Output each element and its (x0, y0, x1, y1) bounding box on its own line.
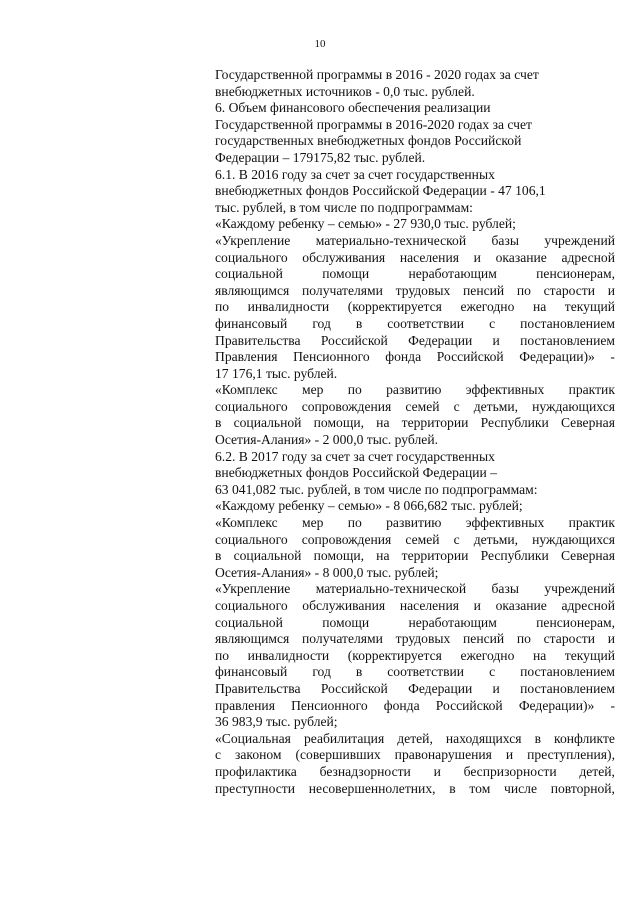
word: практик (568, 515, 615, 531)
word: на (376, 548, 390, 564)
text-line (215, 598, 615, 615)
text-line: 6. Объем финансового обеспечения реализации (215, 100, 491, 116)
text-line: 36 983,9 тыс. рублей; (215, 714, 338, 730)
word: Федерации)» (518, 697, 595, 713)
word: и (473, 249, 481, 265)
text-line: Осетия-Алания» - 2 000,0 тыс. рублей. (215, 432, 438, 448)
word: социального (215, 398, 288, 414)
word: фонда (383, 697, 420, 713)
word: «Комплекс (215, 515, 278, 531)
word: постановлением (520, 680, 615, 696)
word: обслуживания (302, 598, 386, 613)
word: неработающим (408, 614, 497, 630)
word: сопровождения (301, 398, 392, 414)
word: повторной, (550, 780, 615, 796)
word: по (347, 515, 362, 531)
word: (корректируется (347, 299, 442, 315)
word: обслуживания (302, 249, 386, 265)
page-number: 10 (314, 38, 326, 50)
word: ежегодно (460, 299, 515, 315)
word: и (505, 747, 514, 763)
word: учреждений (544, 581, 615, 597)
word: Пенсионного (293, 349, 370, 365)
word: помощи (322, 266, 370, 282)
word: на (532, 299, 547, 315)
word: в (215, 415, 222, 431)
text-line: 17 176,1 тыс. рублей. (215, 365, 338, 381)
word: Федерации (408, 680, 473, 696)
word: - (610, 349, 615, 365)
word: год (312, 664, 331, 680)
text-line (215, 515, 615, 532)
word: населения (399, 598, 459, 613)
word: текущий (564, 647, 615, 663)
text-line (215, 731, 615, 748)
text-line: Осетия-Алания» - 8 000,0 тыс. рублей; (215, 564, 439, 580)
word: безнадзорности (319, 763, 411, 779)
text-line (215, 283, 615, 300)
word: с (453, 531, 460, 547)
word: детей, (579, 763, 615, 779)
word: детей, (397, 730, 433, 746)
text-line (215, 316, 615, 333)
word: эффективных (465, 382, 545, 398)
word: Российской (320, 332, 388, 348)
text-line (215, 631, 615, 648)
word: развитию (386, 382, 442, 398)
word: мер (302, 382, 324, 398)
word: Пенсионного (291, 697, 368, 713)
word: нуждающихся (532, 398, 615, 414)
word: и (607, 631, 615, 647)
word: оказание (495, 249, 547, 265)
word: Правительства (215, 332, 301, 348)
word: финансовый (215, 664, 288, 680)
text-line (215, 333, 615, 350)
word: соответствии (387, 315, 465, 331)
word: фонда (385, 349, 422, 365)
document-body (215, 67, 615, 797)
word: социального (215, 531, 288, 547)
word: получателями (302, 631, 383, 647)
word: детьми, (473, 531, 519, 547)
word: в (355, 315, 363, 331)
text-line: государственных внебюджетных фондов Российской (215, 133, 522, 149)
word: (корректируется (347, 647, 442, 663)
text-line (215, 781, 615, 798)
word: с (489, 315, 496, 331)
word: населения (399, 249, 459, 265)
word: материально-технической (315, 581, 467, 597)
word: ежегодно (460, 647, 515, 663)
text-line: «Каждому ребенку – семью» - 8 066,682 тыс. рублей; (215, 498, 523, 514)
word: получателями (302, 282, 383, 298)
word: помощи, (313, 415, 364, 431)
word: находящихся (445, 730, 522, 746)
text-line: Федерации – 179175,82 тыс. рублей. (215, 149, 426, 165)
word: постановлением (520, 664, 615, 680)
word: Федерации (408, 332, 473, 348)
word: трудовых (395, 631, 451, 647)
text-line: внебюджетных источников - 0,0 тыс. рублей. (215, 83, 475, 99)
word: территории (401, 415, 469, 431)
word: пенсионерам, (536, 614, 615, 630)
word: Северная (560, 415, 615, 431)
word: преступности (215, 780, 295, 796)
word: пенсий (463, 631, 505, 647)
text-line (215, 681, 615, 698)
word: финансовый (215, 315, 288, 331)
word: правонарушения (394, 747, 492, 763)
word: (совершивших (295, 747, 381, 763)
word: Правления (215, 349, 278, 365)
word: по (215, 299, 230, 315)
text-line (215, 233, 615, 250)
word: адресной (561, 598, 615, 613)
word: Республики (480, 415, 549, 431)
word: пенсий (463, 282, 505, 298)
word: старости (543, 282, 595, 298)
word: по (516, 282, 531, 298)
word: являющимся (215, 631, 290, 647)
word: социальной (233, 415, 302, 431)
word: реабилитация (303, 730, 385, 746)
word: мер (302, 515, 324, 531)
text-line: 63 041,082 тыс. рублей, в том числе по подпрограммам: (215, 481, 538, 497)
word: постановлением (520, 332, 615, 348)
word: Федерации)» (519, 349, 595, 365)
word: «Укрепление (215, 581, 291, 597)
text-line (215, 349, 615, 366)
word: сопровождения (301, 531, 392, 547)
word: конфликте (554, 730, 615, 746)
word: учреждений (544, 232, 615, 248)
word: нуждающихся (532, 531, 615, 547)
text-line (215, 581, 615, 598)
word: законом (235, 747, 282, 763)
word: являющимся (215, 282, 290, 298)
word: Российской (436, 349, 504, 365)
text-line: Государственной программы в 2016-2020 годах за счет (215, 116, 532, 132)
word: преступления), (527, 747, 615, 763)
word: базы (491, 232, 519, 248)
word: Северная (560, 548, 615, 564)
word: практик (568, 382, 615, 398)
text-line (215, 664, 615, 681)
word: социального (215, 598, 288, 613)
word: числе (504, 780, 537, 796)
text-line (215, 415, 615, 432)
text-line: внебюджетных фондов Российской Федерации – (215, 465, 498, 481)
text-line (215, 698, 615, 715)
word: по (347, 382, 362, 398)
word: в (449, 780, 456, 796)
word: семей (405, 531, 440, 547)
word: том (469, 780, 491, 796)
word: на (532, 647, 547, 663)
word: помощи (322, 614, 370, 630)
word: развитию (386, 515, 442, 531)
text-line (215, 532, 615, 549)
word: трудовых (395, 282, 451, 298)
word: постановлением (520, 315, 615, 331)
word: беспризорности (463, 763, 557, 779)
text-line (215, 615, 615, 632)
word: «Комплекс (215, 382, 278, 398)
word: по (516, 631, 531, 647)
text-line (215, 399, 615, 416)
word: старости (543, 631, 595, 647)
word: оказание (495, 598, 547, 613)
word: с (215, 747, 222, 763)
word: «Социальная (215, 730, 291, 746)
word: Российской (320, 680, 388, 696)
text-line: 6.2. В 2017 году за счет за счет государственных (215, 448, 495, 464)
word: социальной (233, 548, 302, 564)
word: с (453, 398, 460, 414)
text-line (215, 648, 615, 665)
word: материально-технической (315, 232, 467, 248)
word: семей (405, 398, 440, 414)
word: эффективных (465, 515, 545, 531)
word: Правительства (215, 680, 301, 696)
text-line (215, 266, 615, 283)
text-line: внебюджетных фондов Российской Федерации - 47 106,1 (215, 183, 546, 199)
text-line: Государственной программы в 2016 - 2020 годах за счет (215, 67, 539, 82)
word: - (610, 697, 615, 713)
word: помощи, (313, 548, 364, 564)
word: неработающим (408, 266, 497, 282)
word: территории (401, 548, 469, 564)
word: Республики (480, 548, 549, 564)
word: детьми, (473, 398, 519, 414)
word: пенсионерам, (536, 266, 615, 282)
word: по (215, 647, 230, 663)
word: в (534, 730, 541, 746)
word: профилактика (215, 763, 297, 779)
text-line (215, 764, 615, 781)
word: социальной (215, 266, 283, 282)
text-line (215, 382, 615, 399)
text-line (215, 250, 615, 267)
word: год (312, 315, 331, 331)
word: и (473, 598, 481, 613)
word: и (607, 282, 615, 298)
word: базы (491, 581, 519, 597)
word: инвалидности (247, 647, 330, 663)
word: Российской (435, 697, 503, 713)
word: социального (215, 249, 288, 265)
word: и (492, 332, 500, 348)
word: текущий (564, 299, 615, 315)
word: адресной (561, 249, 615, 265)
word: с (489, 664, 496, 680)
word: и (433, 763, 441, 779)
text-line: тыс. рублей, в том числе по подпрограммам: (215, 199, 473, 215)
text-line (215, 548, 615, 565)
word: на (376, 415, 390, 431)
word: в (215, 548, 222, 564)
word: «Укрепление (215, 232, 291, 248)
text-line: 6.1. В 2016 году за счет за счет государственных (215, 166, 495, 182)
word: инвалидности (247, 299, 330, 315)
word: и (492, 680, 500, 696)
word: соответствии (387, 664, 465, 680)
word: в (355, 664, 363, 680)
word: социальной (215, 614, 283, 630)
word: несовершеннолетних, (308, 780, 436, 796)
text-line (215, 299, 615, 316)
text-line: «Каждому ребенку – семью» - 27 930,0 тыс. рублей; (215, 216, 516, 232)
text-line (215, 747, 615, 764)
word: правления (215, 697, 275, 713)
